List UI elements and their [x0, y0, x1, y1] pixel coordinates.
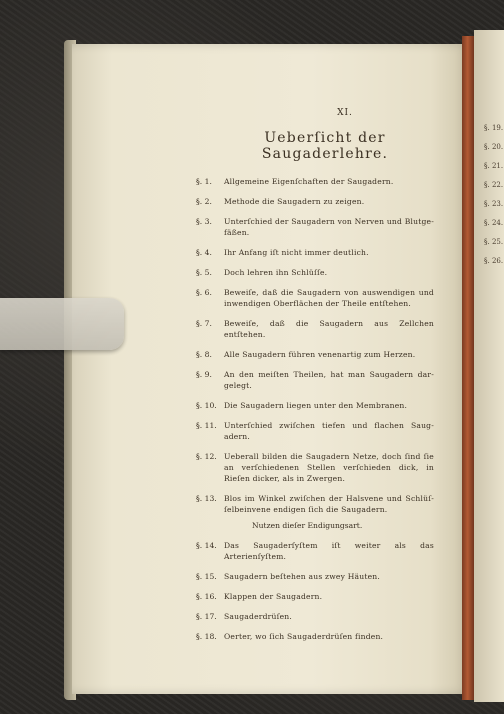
entry-number: §. 15.	[196, 572, 217, 581]
toc-entry	[196, 631, 434, 642]
toc-entry	[196, 591, 434, 602]
entry-text: Doch lehren ihn Schlüſſe.	[224, 268, 328, 277]
toc-entry	[196, 216, 434, 238]
entry-note: Nutzen dieſer Endigungsart.	[252, 521, 363, 530]
toc-entry	[196, 400, 434, 411]
entry-text: Die Saugadern liegen unter den Membranen.	[224, 401, 408, 410]
entry-text: Allgemeine Eigenſchaften der Saugadern.	[224, 177, 394, 186]
margin-ref: §. 20.	[484, 143, 504, 151]
entry-number: §. 18.	[196, 632, 217, 641]
margin-ref: §. 22.	[484, 181, 504, 189]
toc-entry	[196, 540, 434, 562]
entry-number: §. 8.	[196, 350, 212, 359]
page-number: XI.	[337, 108, 353, 118]
entry-number: §. 1.	[196, 177, 212, 186]
margin-ref: §. 19.	[484, 124, 504, 132]
entry-number: §. 11.	[196, 421, 217, 430]
entry-number: §. 14.	[196, 541, 217, 550]
entry-number: §. 5.	[196, 268, 212, 277]
margin-ref: §. 24.	[484, 219, 504, 227]
toc-entry	[196, 247, 434, 258]
entry-number: §. 12.	[196, 452, 217, 461]
page-title: Ueberſicht der Saugaderlehre.	[261, 130, 389, 162]
entry-number: §. 3.	[196, 217, 212, 226]
toc-entry	[196, 196, 434, 207]
toc-entry	[196, 571, 434, 582]
entry-text: Beweiſe, daß die Saugadern von auswendigen und inwendigen Oberflächen der Theile entſtehen.	[224, 288, 434, 308]
margin-ref: §. 21.	[484, 162, 504, 170]
entry-text: Ueberall bilden die Saugadern Netze, doch ſind ſie an verſchiedenen Stellen verſchieden dick, in Rieſen dicker, als in Zwergen.	[224, 452, 434, 483]
bookmark-tab	[0, 298, 124, 350]
entry-text: Das Saugaderſyſtem iſt weiter als das Arterienſyſtem.	[224, 541, 434, 561]
toc-entry	[196, 369, 434, 391]
toc-entry	[196, 318, 434, 340]
entry-text: Ihr Anfang iſt nicht immer deutlich.	[224, 248, 369, 257]
entry-text: Saugadern beſtehen aus zwey Häuten.	[224, 572, 381, 581]
entry-text: Alle Saugadern führen venenartig zum Herzen.	[224, 350, 416, 359]
toc-entry	[196, 349, 434, 360]
entry-text: Klappen der Saugadern.	[224, 592, 323, 601]
toc-entry	[196, 287, 434, 309]
entry-text: Blos im Winkel zwiſchen der Halsvene und Schlüſ- ſelbeinvene endigen ſich die Saugadern.	[224, 494, 434, 514]
entry-text: Saugaderdrüſen.	[224, 612, 292, 621]
margin-ref: §. 26.	[484, 257, 504, 265]
entry-text: Beweiſe, daß die Saugadern aus Zellchen entſtehen.	[224, 319, 434, 339]
margin-ref: §. 25.	[484, 238, 504, 246]
toc-entry	[196, 176, 434, 187]
toc-entry	[196, 420, 434, 442]
entry-text: An den meiſten Theilen, hat man Saugadern dar- gelegt.	[224, 370, 434, 390]
entry-number: §. 17.	[196, 612, 217, 621]
entry-number: §. 16.	[196, 592, 217, 601]
entry-text: Unterſchied der Saugadern von Nerven und Blutge- fäßen.	[224, 217, 434, 237]
entry-text: Oerter, wo ſich Saugaderdrüſen finden.	[224, 632, 384, 641]
toc-entry	[196, 451, 434, 484]
entry-number: §. 2.	[196, 197, 212, 206]
toc-entry	[196, 611, 434, 622]
entry-text: Unterſchied zwiſchen tiefen und flachen Saug- adern.	[224, 421, 434, 441]
entry-number: §. 9.	[196, 370, 212, 379]
entry-number: §. 6.	[196, 288, 212, 297]
entry-text: Methode die Saugadern zu zeigen.	[224, 197, 365, 206]
margin-ref: §. 23.	[484, 200, 504, 208]
entry-number: §. 7.	[196, 319, 212, 328]
toc-entry	[196, 493, 434, 515]
entry-number: §. 4.	[196, 248, 212, 257]
right-page-margin-refs	[484, 124, 504, 276]
page-content	[196, 108, 434, 651]
toc-entry	[196, 267, 434, 278]
entry-number: §. 10.	[196, 401, 217, 410]
entry-number: §. 13.	[196, 494, 217, 503]
